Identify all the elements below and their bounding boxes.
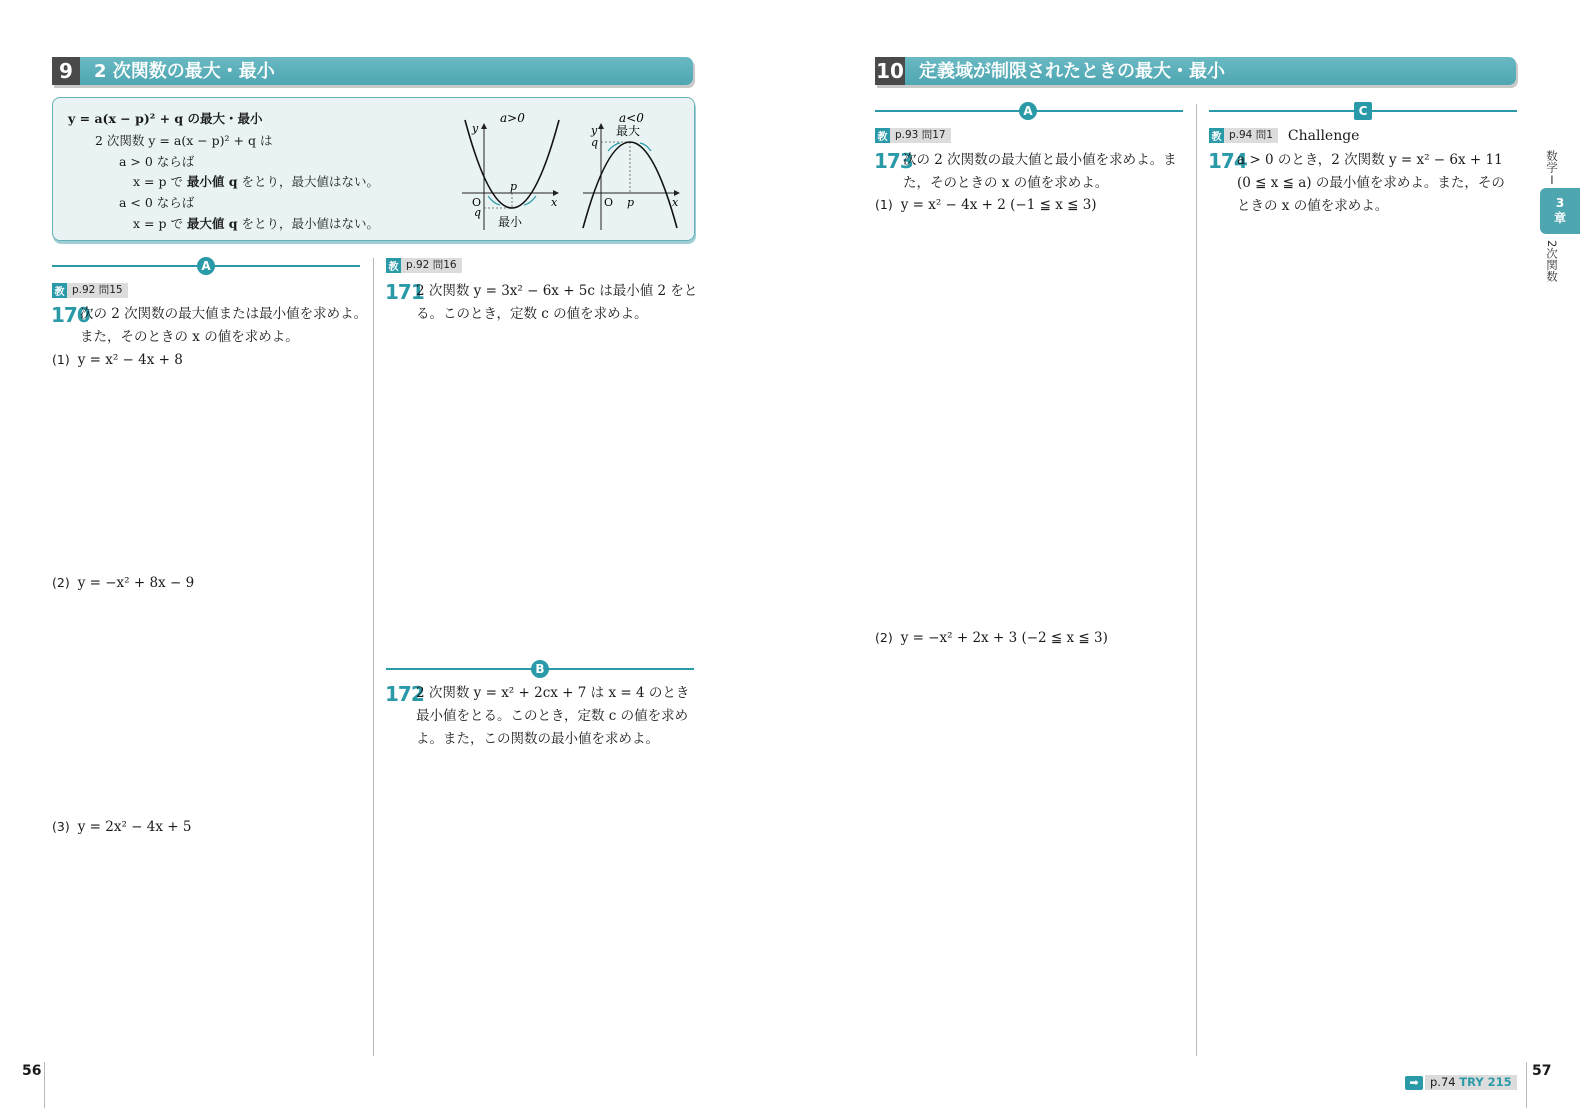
textbook-icon: 教 <box>52 283 67 298</box>
graph2-title: a<0 <box>619 111 644 125</box>
problem-170-line-1: 次の 2 次関数の最大値または最小値を求めよ。 <box>80 306 368 322</box>
section-title: 2 次関数の最大・最小 <box>94 61 275 82</box>
column-separator-right <box>1196 104 1197 1056</box>
level-b-badge: B <box>531 660 549 678</box>
graph1-q-label: q <box>474 206 482 219</box>
summary-line-3: x = p で 最小値 q をとり，最大値はない。 <box>133 174 379 189</box>
subproblem-173-2: (2) y = −x² + 2x + 3 (−2 ≦ x ≦ 3) <box>875 630 1108 646</box>
try-reference-text: p.74 TRY 215 <box>1425 1075 1517 1090</box>
chapter-tab-char: 章 <box>1553 211 1566 225</box>
textbook-ref-171 <box>386 258 462 273</box>
section-number: 9 <box>52 57 80 85</box>
problem-170-line-2: また，そのときの x の値を求めよ。 <box>80 329 299 345</box>
side-subject-label: 数学Ⅰ <box>1545 150 1559 187</box>
ref-text: p.93 問17 <box>890 128 951 143</box>
chapter-tab-number: 3 <box>1555 196 1565 210</box>
problem-number-170: 170 <box>51 303 90 327</box>
page-edge-line-right <box>1526 1062 1527 1108</box>
page-edge-line-left <box>44 1062 45 1108</box>
problem-174-line-2: (0 ≦ x ≦ a) の最小値を求めよ。また，その <box>1237 175 1505 191</box>
side-chapter-title: 2次関数 <box>1545 240 1559 282</box>
textbook-icon: 教 <box>875 128 890 143</box>
graph2-x-label: x <box>672 196 679 209</box>
problem-173-line-2: た，そのときの x の値を求めよ。 <box>903 175 1109 191</box>
graph1-p-label: p <box>510 180 518 193</box>
ref-text: p.94 問1 <box>1224 128 1278 143</box>
section-number: 10 <box>876 59 904 83</box>
page-number-left: 56 <box>22 1063 42 1079</box>
parabola-graph-downward <box>579 104 689 234</box>
subproblem-170-1: (1) y = x² − 4x + 8 <box>52 352 183 368</box>
ref-text: p.92 問15 <box>67 283 128 298</box>
problem-171-line-1: 2 次関数 y = 3x² − 6x + 5c は最小値 2 をと <box>416 283 698 299</box>
textbook-ref-174 <box>1209 128 1359 143</box>
summary-line-4: a < 0 ならば <box>119 195 195 210</box>
graph1-min-label: 最小 <box>498 215 523 229</box>
problem-174-line-3: ときの x の値を求めよ。 <box>1237 198 1389 214</box>
problem-number-174: 174 <box>1208 149 1247 173</box>
textbook-icon: 教 <box>1209 128 1224 143</box>
problem-number-172: 172 <box>385 682 424 706</box>
graph1-y-label: y <box>472 122 479 135</box>
parabola-graph-upward <box>458 104 568 234</box>
subproblem-170-2: (2) y = −x² + 8x − 9 <box>52 575 195 591</box>
try-reference[interactable] <box>1405 1075 1517 1090</box>
graph2-max-label: 最大 <box>616 124 641 138</box>
section-title: 定義域が制限されたときの最大・最小 <box>919 61 1225 82</box>
problem-174-line-1: a > 0 のとき，2 次関数 y = x² − 6x + 11 <box>1237 152 1503 168</box>
problem-171-line-2: る。このとき，定数 c の値を求めよ。 <box>416 306 648 322</box>
summary-heading: y = a(x − p)² + q の最大・最小 <box>68 111 263 126</box>
problem-173-line-1: 次の 2 次関数の最大値と最小値を求めよ。ま <box>903 152 1177 168</box>
subproblem-173-1: (1) y = x² − 4x + 2 (−1 ≦ x ≦ 3) <box>875 197 1097 213</box>
arrow-right-icon: ➡ <box>1405 1076 1423 1090</box>
problem-number-173: 173 <box>874 149 913 173</box>
summary-line-2: a > 0 ならば <box>119 154 195 169</box>
summary-box <box>52 97 695 241</box>
level-a-badge-right: A <box>1019 102 1037 120</box>
graph1-origin: O <box>472 196 482 209</box>
level-a-badge: A <box>197 257 215 275</box>
summary-line-1: 2 次関数 y = a(x − p)² + q は <box>95 133 273 148</box>
graph1-title: a>0 <box>500 111 525 125</box>
graph2-q-label: q <box>591 136 599 149</box>
column-separator <box>373 258 374 1056</box>
chapter-tab[interactable] <box>1540 188 1580 234</box>
problem-172-line-2: 最小値をとる。このとき，定数 c の値を求め <box>416 708 689 724</box>
textbook-ref-170 <box>52 283 128 298</box>
challenge-label: Challenge <box>1287 127 1360 144</box>
graph1-x-label: x <box>551 196 558 209</box>
textbook-ref-173 <box>875 128 951 143</box>
problem-172-line-3: よ。また，この関数の最小値を求めよ。 <box>416 731 659 747</box>
level-c-badge: C <box>1354 102 1372 120</box>
ref-text: p.92 問16 <box>401 258 462 273</box>
page-number-right: 57 <box>1532 1063 1552 1079</box>
graph2-y-label: y <box>591 124 598 137</box>
section-9-header <box>52 57 693 85</box>
problem-number-171: 171 <box>385 280 424 304</box>
section-10-header <box>875 57 1516 85</box>
problem-172-line-1: 2 次関数 y = x² + 2cx + 7 は x = 4 のとき <box>416 685 690 701</box>
subproblem-170-3: (3) y = 2x² − 4x + 5 <box>52 819 192 835</box>
textbook-icon: 教 <box>386 258 401 273</box>
graph2-origin: O <box>604 196 614 209</box>
summary-line-5: x = p で 最大値 q をとり，最小値はない。 <box>133 216 379 231</box>
graph2-p-label: p <box>627 196 635 209</box>
